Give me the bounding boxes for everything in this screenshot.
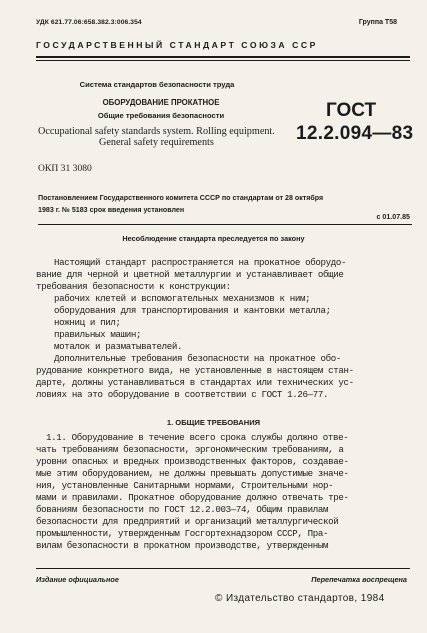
text-line: уровни опасных и вредных производственных факторов, создавае- xyxy=(36,456,349,468)
group-code: Группа Т58 xyxy=(358,19,397,26)
text-line: промышленности, утвержденным Госгортехнадзором СССР, Пра- xyxy=(36,528,329,540)
english-title-line1: Occupational safety standards system. Rolling equipment. xyxy=(38,126,275,137)
text-line: ния, установленные Санитарными нормами, Строительными нор- xyxy=(36,480,334,492)
intro-text xyxy=(36,257,410,401)
section-text xyxy=(36,432,410,552)
effective-date: с 01.07.85 xyxy=(376,213,410,221)
text-line: безопасности для предприятий и организаций металлургической xyxy=(36,516,339,528)
decree-text xyxy=(38,193,412,216)
text-line: Настоящий стандарт распространяется на прокатное оборудо- xyxy=(54,257,347,268)
series-title: Система стандартов безопасности труда xyxy=(79,80,235,89)
header-rule-thick xyxy=(36,56,410,58)
text-line: ловиях на это оборудование в соответствии с ГОСТ 1.26—77. xyxy=(36,389,329,400)
text-line: дарте, должны устанавливаться в стандартах или технических ус- xyxy=(36,377,354,388)
copyright-notice: © Издательство стандартов, 1984 xyxy=(215,593,385,604)
law-notice: Несоблюдение стандарта преследуется по закону xyxy=(122,234,305,243)
text-line: вилам безопасности в прокатном производстве, утвержденным xyxy=(36,540,329,552)
text-line: рудование конкретного вида, не установленные в настоящем стан- xyxy=(36,365,354,376)
text-line: чать требованиям безопасности, эргономическим требованиям, а xyxy=(36,444,344,456)
list-item: правильных машин; xyxy=(54,329,142,340)
text-line: мые этим оборудованием, не должны превышать допустимые значе- xyxy=(36,468,349,480)
text-line: вание для черной и цветной металлургии и устанавливает общие xyxy=(36,269,344,280)
gost-number: 12.2.094—83 xyxy=(296,123,414,144)
text-line: бованиям безопасности по ГОСТ 12.2.003—74, Общим правилам xyxy=(36,504,329,516)
list-item: оборудования для транспортирования и кантовки металла; xyxy=(54,305,331,316)
gost-label: ГОСТ xyxy=(326,100,377,121)
decree-line2: 1983 г. № 5183 срок введения установлен xyxy=(38,205,185,214)
text-line: Дополнительные требования безопасности на прокатное обо- xyxy=(54,353,342,364)
footer-rule xyxy=(36,568,410,569)
reprint-prohibited-label: Перепечатка воспрещена xyxy=(311,575,407,584)
text-line: 1.1. Оборудование в течение всего срока службы должно отве- xyxy=(46,432,349,443)
english-title-line2: General safety requirements xyxy=(99,137,214,148)
list-item: ножниц и пил; xyxy=(54,317,121,328)
standard-banner: ГОСУДАРСТВЕННЫЙ СТАНДАРТ СОЮЗА ССР xyxy=(36,40,318,50)
header-rule-thin xyxy=(36,60,410,61)
equipment-title: ОБОРУДОВАНИЕ ПРОКАТНОЕ xyxy=(102,98,220,107)
text-line: мами и правилами. Прокатное оборудование должно отвечать тре- xyxy=(36,492,349,504)
text-line: требования безопасности к конструкции: xyxy=(36,281,231,292)
official-edition-label: Издание официальное xyxy=(36,575,119,584)
section-heading: 1. ОБЩИЕ ТРЕБОВАНИЯ xyxy=(166,418,261,427)
udk-code: УДК 621.77.06:658.382.3:006.354 xyxy=(36,19,142,26)
decree-line1: Постановлением Государственного комитета СССР по стандартам от 28 октября xyxy=(38,194,324,202)
okp-code: ОКП 31 3080 xyxy=(38,163,92,174)
requirements-title: Общие требования безопасности xyxy=(97,111,225,120)
list-item: рабочих клетей и вспомогательных механизмов к ним; xyxy=(54,293,311,304)
date-underline xyxy=(38,224,412,225)
list-item: моталок и разматывателей. xyxy=(54,341,183,352)
